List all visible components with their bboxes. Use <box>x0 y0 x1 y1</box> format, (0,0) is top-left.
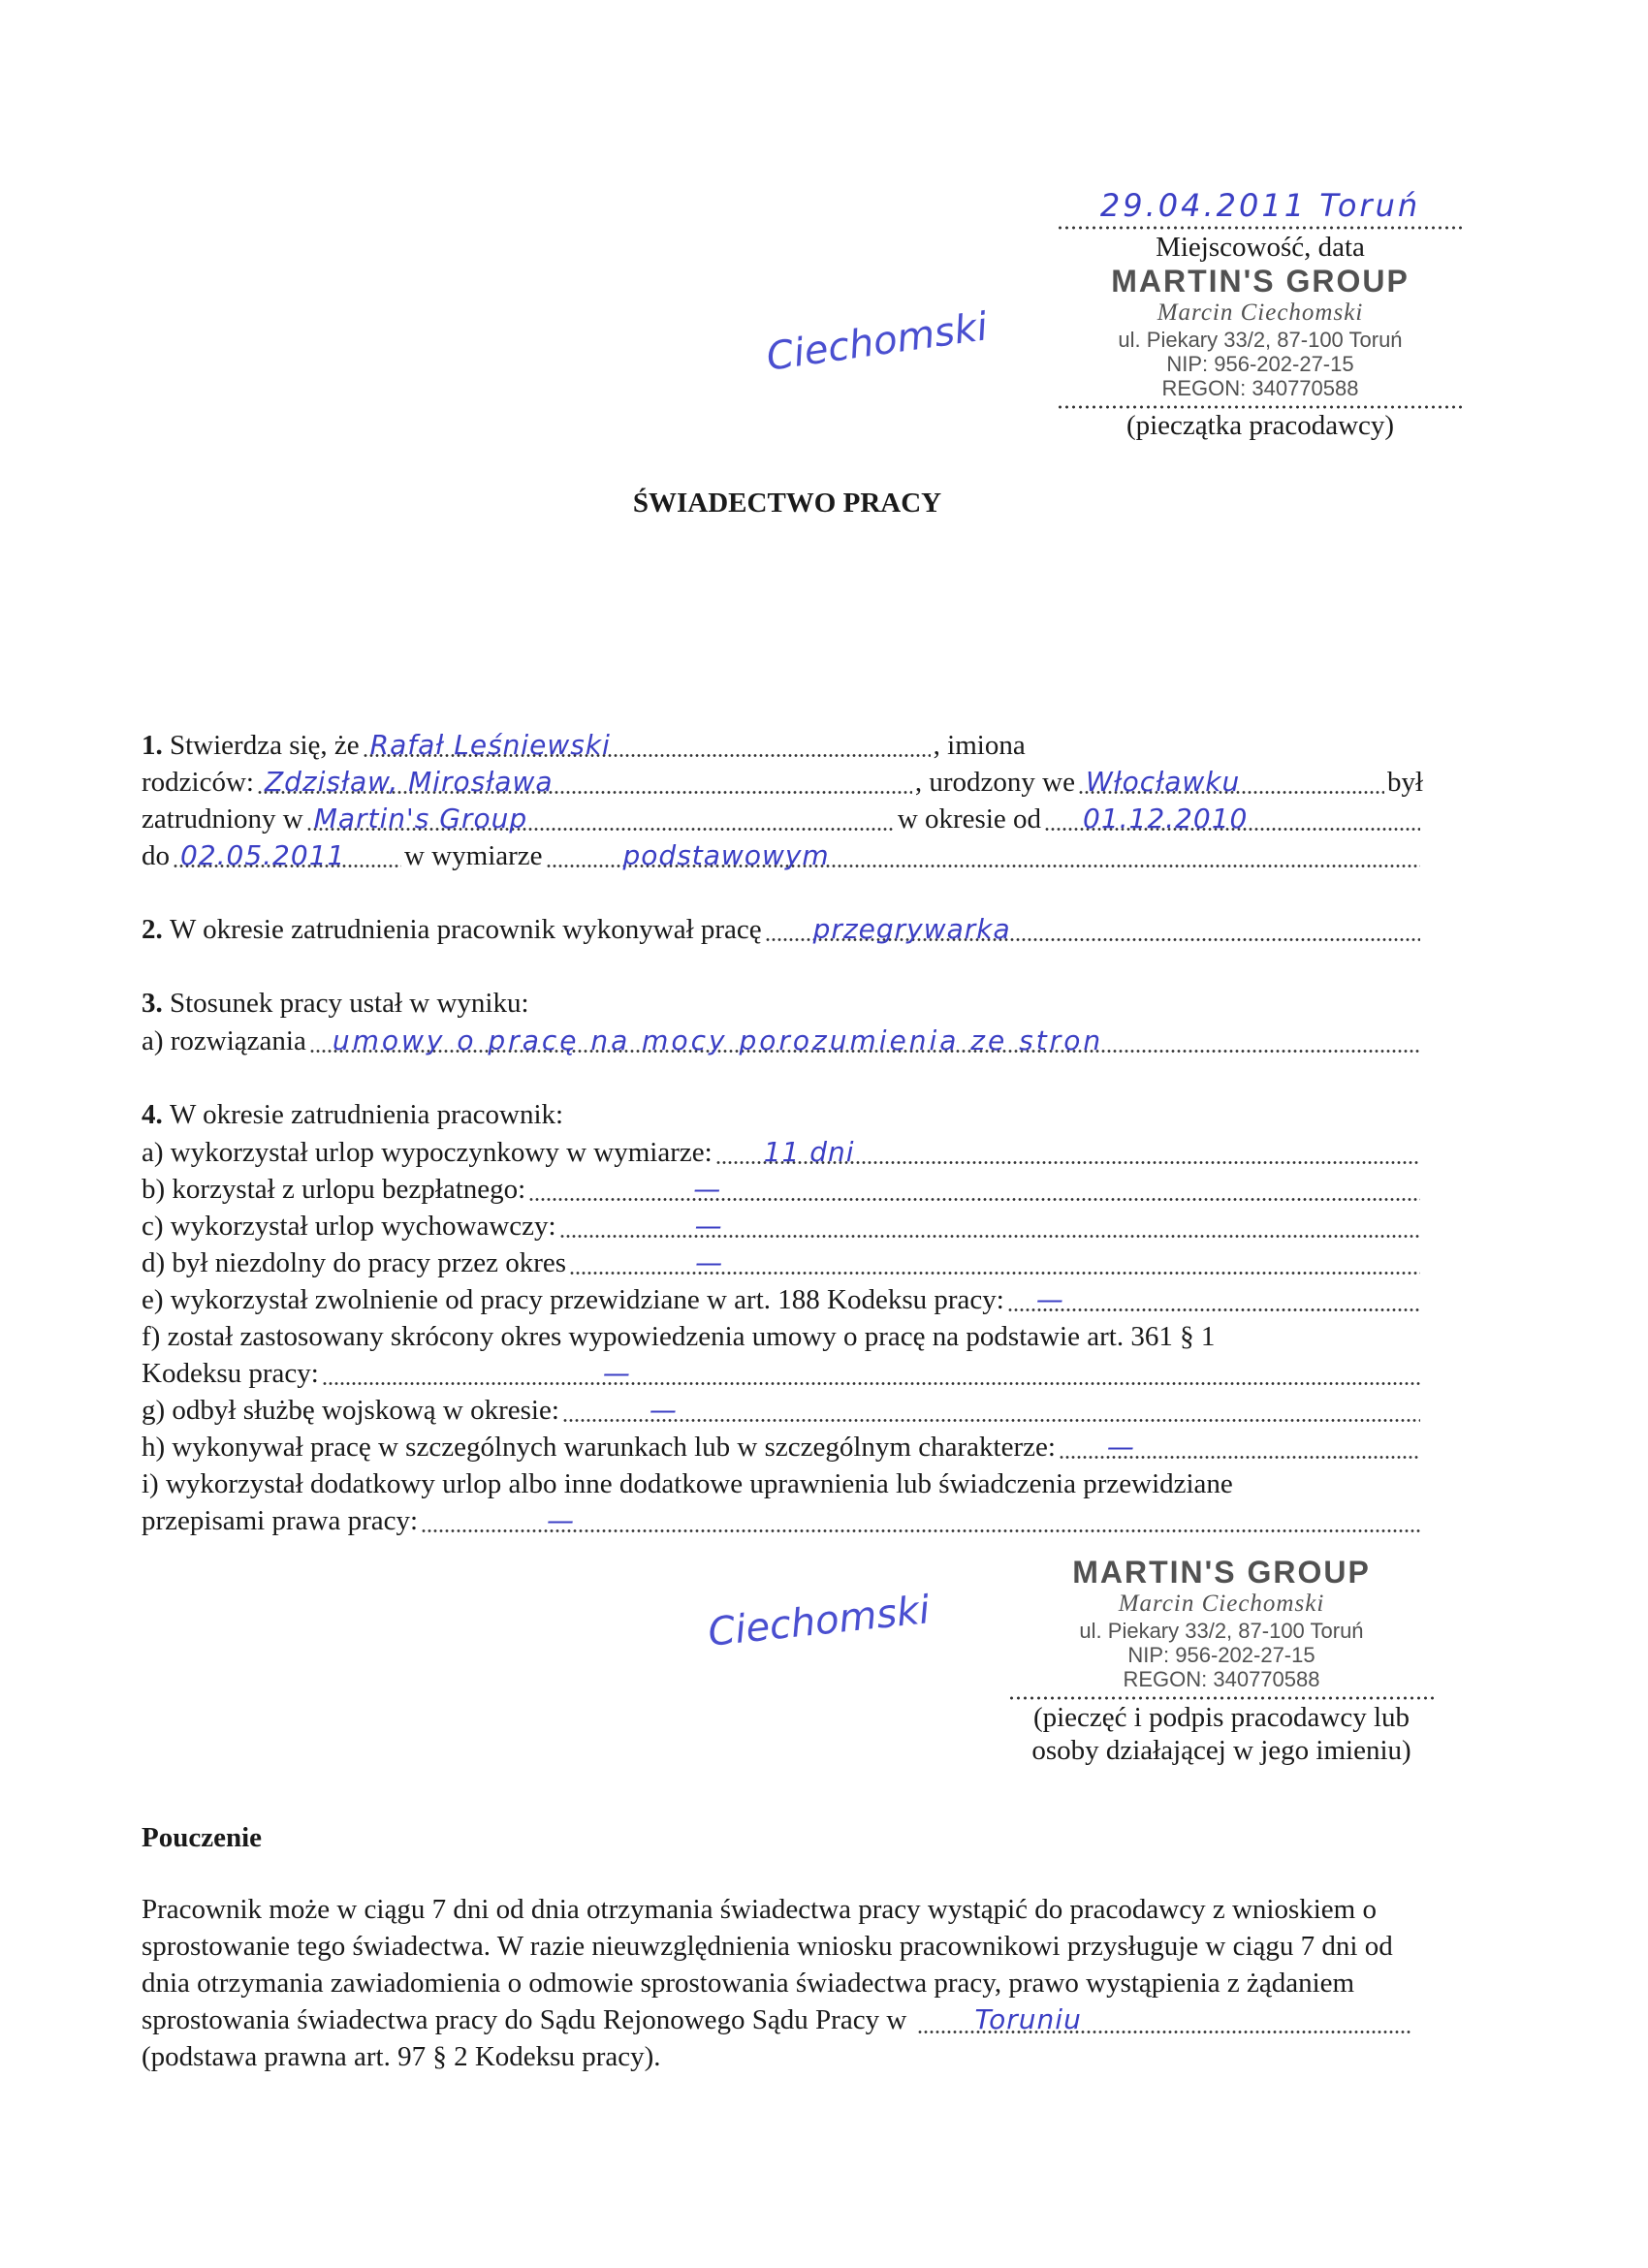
birthplace-field[interactable]: Włocławku <box>1085 766 1241 798</box>
instruction-heading: Pouczenie <box>142 1822 263 1853</box>
s1-line2: rodziców: Zdzisław, Mirosława , urodzony we Włocławku był <box>142 766 1423 798</box>
s4-c: c) wykorzystał urlop wychowawczy: — <box>142 1210 1423 1244</box>
termination-field[interactable]: umowy o pracę na mocy porozumienia ze stron <box>332 1024 1104 1056</box>
s4-f2: Kodeksu pracy: — <box>142 1357 1423 1392</box>
unpaid-leave-field[interactable]: — <box>693 1173 722 1205</box>
leave-field[interactable]: 11 dni <box>763 1136 855 1168</box>
job-field[interactable]: przegrywarka <box>812 913 1011 945</box>
parents-field[interactable]: Zdzisław, Mirosława <box>264 766 554 798</box>
notice-period-field[interactable]: — <box>602 1357 631 1389</box>
s4-a: a) wykorzystał urlop wypoczynkowy w wymiarze: 11 dni <box>142 1136 1423 1171</box>
signature-stamp: MARTIN'S GROUP Marcin Ciechomski ul. Piekary 33/2, 87-100 Toruń NIP: 956-202-27-15 REGON: 340770588 <box>1072 1555 1371 1692</box>
s4-i1: i) wykorzystał dodatkowy urlop albo inne dodatkowe uprawnienia lub świadczenia przewidziane <box>142 1468 1233 1499</box>
s4-f1: f) został zastosowany skrócony okres wypowiedzenia umowy o pracę na podstawie art. 361 § 1 <box>142 1321 1216 1352</box>
s2-line: 2. W okresie zatrudnienia pracownik wykonywał pracę przegrywarka <box>142 913 1423 948</box>
scope-field[interactable]: podstawowym <box>622 839 830 871</box>
s4-i2: przepisami prawa pracy: — <box>142 1504 1423 1539</box>
instruction-text: Pracownik może w ciągu 7 dni od dnia otrzymania świadectwa pracy wystąpić do pracodawcy z wnioskiem o sprostowanie tego świadectwa. W razie nieuwzględnienia wniosku pracownikowi przysługuje w ciągu 7 dni od dnia otrzymania zawiadomienia o odmowie sprostowania świadectwa pracy, prawo wystąpienia z żądaniem sprostowania świadectwa pracy do Sądu Rejonowego Sądu Pracy w Toruniu (podstawa prawna art. 97 § 2 Kodeksu pracy). <box>142 1891 1431 2075</box>
s4-e: e) wykorzystał zwolnienie od pracy przewidziane w art. 188 Kodeksu pracy: — <box>142 1283 1423 1318</box>
s3-heading: 3. Stosunek pracy ustał w wyniku: <box>142 988 529 1019</box>
parental-leave-field[interactable]: — <box>694 1210 723 1242</box>
special-conditions-field[interactable]: — <box>1106 1431 1135 1463</box>
place-date-label: Miejscowość, data <box>1156 232 1365 263</box>
employer-signature: Ciechomski <box>706 1588 933 1655</box>
s3-line-a: a) rozwiązania umowy o pracę na mocy porozumienia ze stron <box>142 1024 1423 1059</box>
place-date-block <box>1057 186 1464 441</box>
place-date-value: 29.04.2011 Toruń <box>1099 187 1421 224</box>
s4-h: h) wykonywał pracę w szczególnych warunkach lub w szczególnym charakterze: — <box>142 1431 1423 1465</box>
company-stamp: MARTIN'S GROUP Marcin Ciechomski ul. Piekary 33/2, 87-100 Toruń NIP: 956-202-27-15 REGON: 340770588 <box>1111 264 1410 401</box>
s1-line3: zatrudniony w Martin's Group w okresie od 01.12.2010 <box>142 803 1423 837</box>
from-date-field[interactable]: 01.12.2010 <box>1083 803 1249 835</box>
employee-name-field[interactable]: Rafał Leśniewski <box>369 729 611 761</box>
signature-label-block: MARTIN'S GROUP Marcin Ciechomski ul. Piekary 33/2, 87-100 Toruń NIP: 956-202-27-15 REGON: 340770588 (pieczęć i podpis pracodawcy lub osoby działającej w jego imieniu) <box>998 1555 1444 1767</box>
signature: Ciechomski <box>763 304 991 380</box>
court-field[interactable]: Toruniu <box>974 2003 1082 2035</box>
additional-leave-field[interactable]: — <box>547 1504 576 1536</box>
document-title: ŚWIADECTWO PRACY <box>632 488 942 519</box>
s4-heading: 4. W okresie zatrudnienia pracownik: <box>142 1099 564 1130</box>
s1-line1: 1. Stwierdza się, że Rafał Leśniewski , imiona <box>142 729 1026 761</box>
employer-field[interactable]: Martin's Group <box>313 803 528 835</box>
stamp-label: (pieczątka pracodawcy) <box>1125 410 1395 442</box>
s1-line4: do 02.05.2011 w wymiarze podstawowym <box>142 839 1423 874</box>
to-date-field[interactable]: 02.05.2011 <box>180 839 346 871</box>
sick-leave-field[interactable]: — <box>695 1246 724 1278</box>
s4-g: g) odbył służbę wojskową w okresie: — <box>142 1394 1423 1429</box>
art188-field[interactable]: — <box>1035 1283 1064 1315</box>
s4-d: d) był niezdolny do pracy przez okres — <box>142 1246 1423 1281</box>
s4-b: b) korzystał z urlopu bezpłatnego: — <box>142 1173 1423 1208</box>
military-field[interactable]: — <box>649 1394 678 1426</box>
